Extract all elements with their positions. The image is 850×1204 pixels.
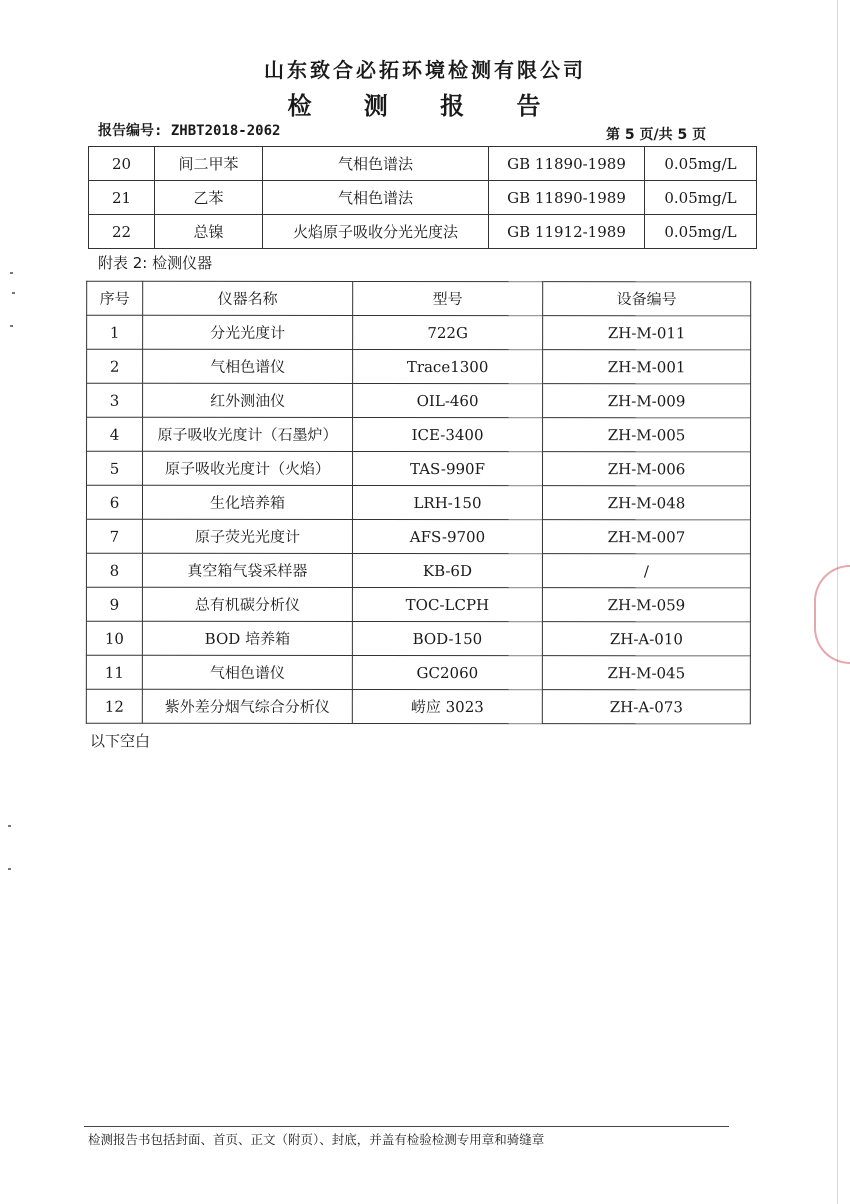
equipment-id: ZH-A-073 [542,690,750,724]
model: OIL-460 [353,383,543,417]
item-name: 间二甲苯 [155,147,263,181]
instrument-name: 气相色谱仪 [143,349,353,383]
model: GC2060 [352,655,542,689]
scan-speck [10,325,13,327]
equipment-id: ZH-A-010 [542,622,750,656]
standard-code: GB 11890-1989 [489,147,645,181]
report-number: 报告编号: ZHBT2018-2062 [98,123,281,139]
equipment-id: ZH-M-048 [542,486,750,520]
header-index: 序号 [87,281,143,315]
table-row [86,587,750,622]
equipment-id: ZH-M-006 [543,452,751,486]
table-row [87,417,751,452]
model: 崂应 3023 [352,689,542,723]
instruments-subtitle: 附表 2: 检测仪器 [98,254,213,272]
row-number: 21 [89,181,155,215]
instrument-name: 真空箱气袋采样器 [142,553,352,587]
header-equipment-id: 设备编号 [543,282,751,316]
row-number: 12 [86,689,142,723]
scan-speck [8,868,11,870]
instrument-name: 生化培养箱 [142,485,352,519]
row-number: 6 [86,485,142,519]
item-name: 总镍 [155,215,263,249]
table-row [87,383,751,418]
table-row [86,553,750,588]
table-row [86,655,750,690]
scan-speck [12,292,15,294]
instrument-name: 原子吸收光度计（石墨炉） [143,417,353,451]
model: ICE-3400 [353,417,543,451]
instrument-name: 气相色谱仪 [142,655,352,689]
footer-divider [84,1126,729,1127]
model: BOD-150 [352,621,542,655]
method-name: 气相色谱法 [263,147,489,181]
model: TOC-LCPH [352,587,542,621]
method-name: 气相色谱法 [263,181,489,215]
model: Trace1300 [353,349,543,383]
item-name: 乙苯 [155,181,263,215]
table-row [86,621,750,656]
standard-code: GB 11912-1989 [489,215,645,249]
row-number: 11 [86,655,142,689]
page-number: 第 5 页/共 5 页 [606,127,707,143]
company-name: 山东致合必拓环境检测有限公司 [264,58,586,82]
instrument-name: 原子荧光光度计 [142,519,352,553]
table-row [87,315,751,350]
model: TAS-990F [353,451,543,485]
row-number: 1 [87,315,143,349]
row-number: 9 [86,587,142,621]
detection-limit: 0.05mg/L [645,181,757,215]
instrument-name: 红外测油仪 [143,383,353,417]
equipment-id: ZH-M-009 [543,384,751,418]
table-row [86,485,750,520]
table-row [86,519,750,554]
row-number: 2 [87,349,143,383]
instrument-name: 分光光度计 [143,315,353,349]
row-number: 5 [87,451,143,485]
model: 722G [353,315,543,349]
table-row [89,181,757,215]
scan-speck [8,825,11,827]
row-number: 7 [86,519,142,553]
equipment-id: ZH-M-059 [542,588,750,622]
table-row [89,215,757,249]
table-header-row [87,281,751,316]
equipment-id: ZH-M-001 [543,350,751,384]
model: AFS-9700 [352,519,542,553]
footer-note: 检测报告书包括封面、首页、正文（附页）、封底，并盖有检验检测专用章和骑缝章 [88,1132,545,1147]
method-name: 火焰原子吸收分光光度法 [263,215,489,249]
model: LRH-150 [352,485,542,519]
scan-speck [10,272,13,274]
equipment-id: ZH-M-011 [543,316,751,350]
equipment-id: ZH-M-045 [542,656,750,690]
standard-code: GB 11890-1989 [489,181,645,215]
instruments-table [86,281,751,725]
table-row [87,451,751,486]
equipment-id: / [542,554,750,588]
table-row [89,147,757,181]
row-number: 22 [89,215,155,249]
row-number: 3 [87,383,143,417]
instrument-name: 紫外差分烟气综合分析仪 [142,689,352,723]
instrument-name: 原子吸收光度计（火焰） [143,451,353,485]
report-title: 检 测 报 告 [287,92,563,120]
header-instrument-name: 仪器名称 [143,281,353,315]
table-row [86,689,750,724]
methods-table [88,146,757,249]
row-number: 10 [86,621,142,655]
detection-limit: 0.05mg/L [645,147,757,181]
row-number: 8 [86,553,142,587]
instrument-name: 总有机碳分析仪 [142,587,352,621]
model: KB-6D [352,553,542,587]
equipment-id: ZH-M-007 [542,520,750,554]
blank-below-note: 以下空白 [90,732,151,750]
instrument-name: BOD 培养箱 [142,621,352,655]
detection-limit: 0.05mg/L [645,215,757,249]
row-number: 4 [87,417,143,451]
seam-stamp [814,565,850,664]
header-model: 型号 [353,281,543,315]
table-row [87,349,751,384]
equipment-id: ZH-M-005 [543,418,751,452]
row-number: 20 [89,147,155,181]
